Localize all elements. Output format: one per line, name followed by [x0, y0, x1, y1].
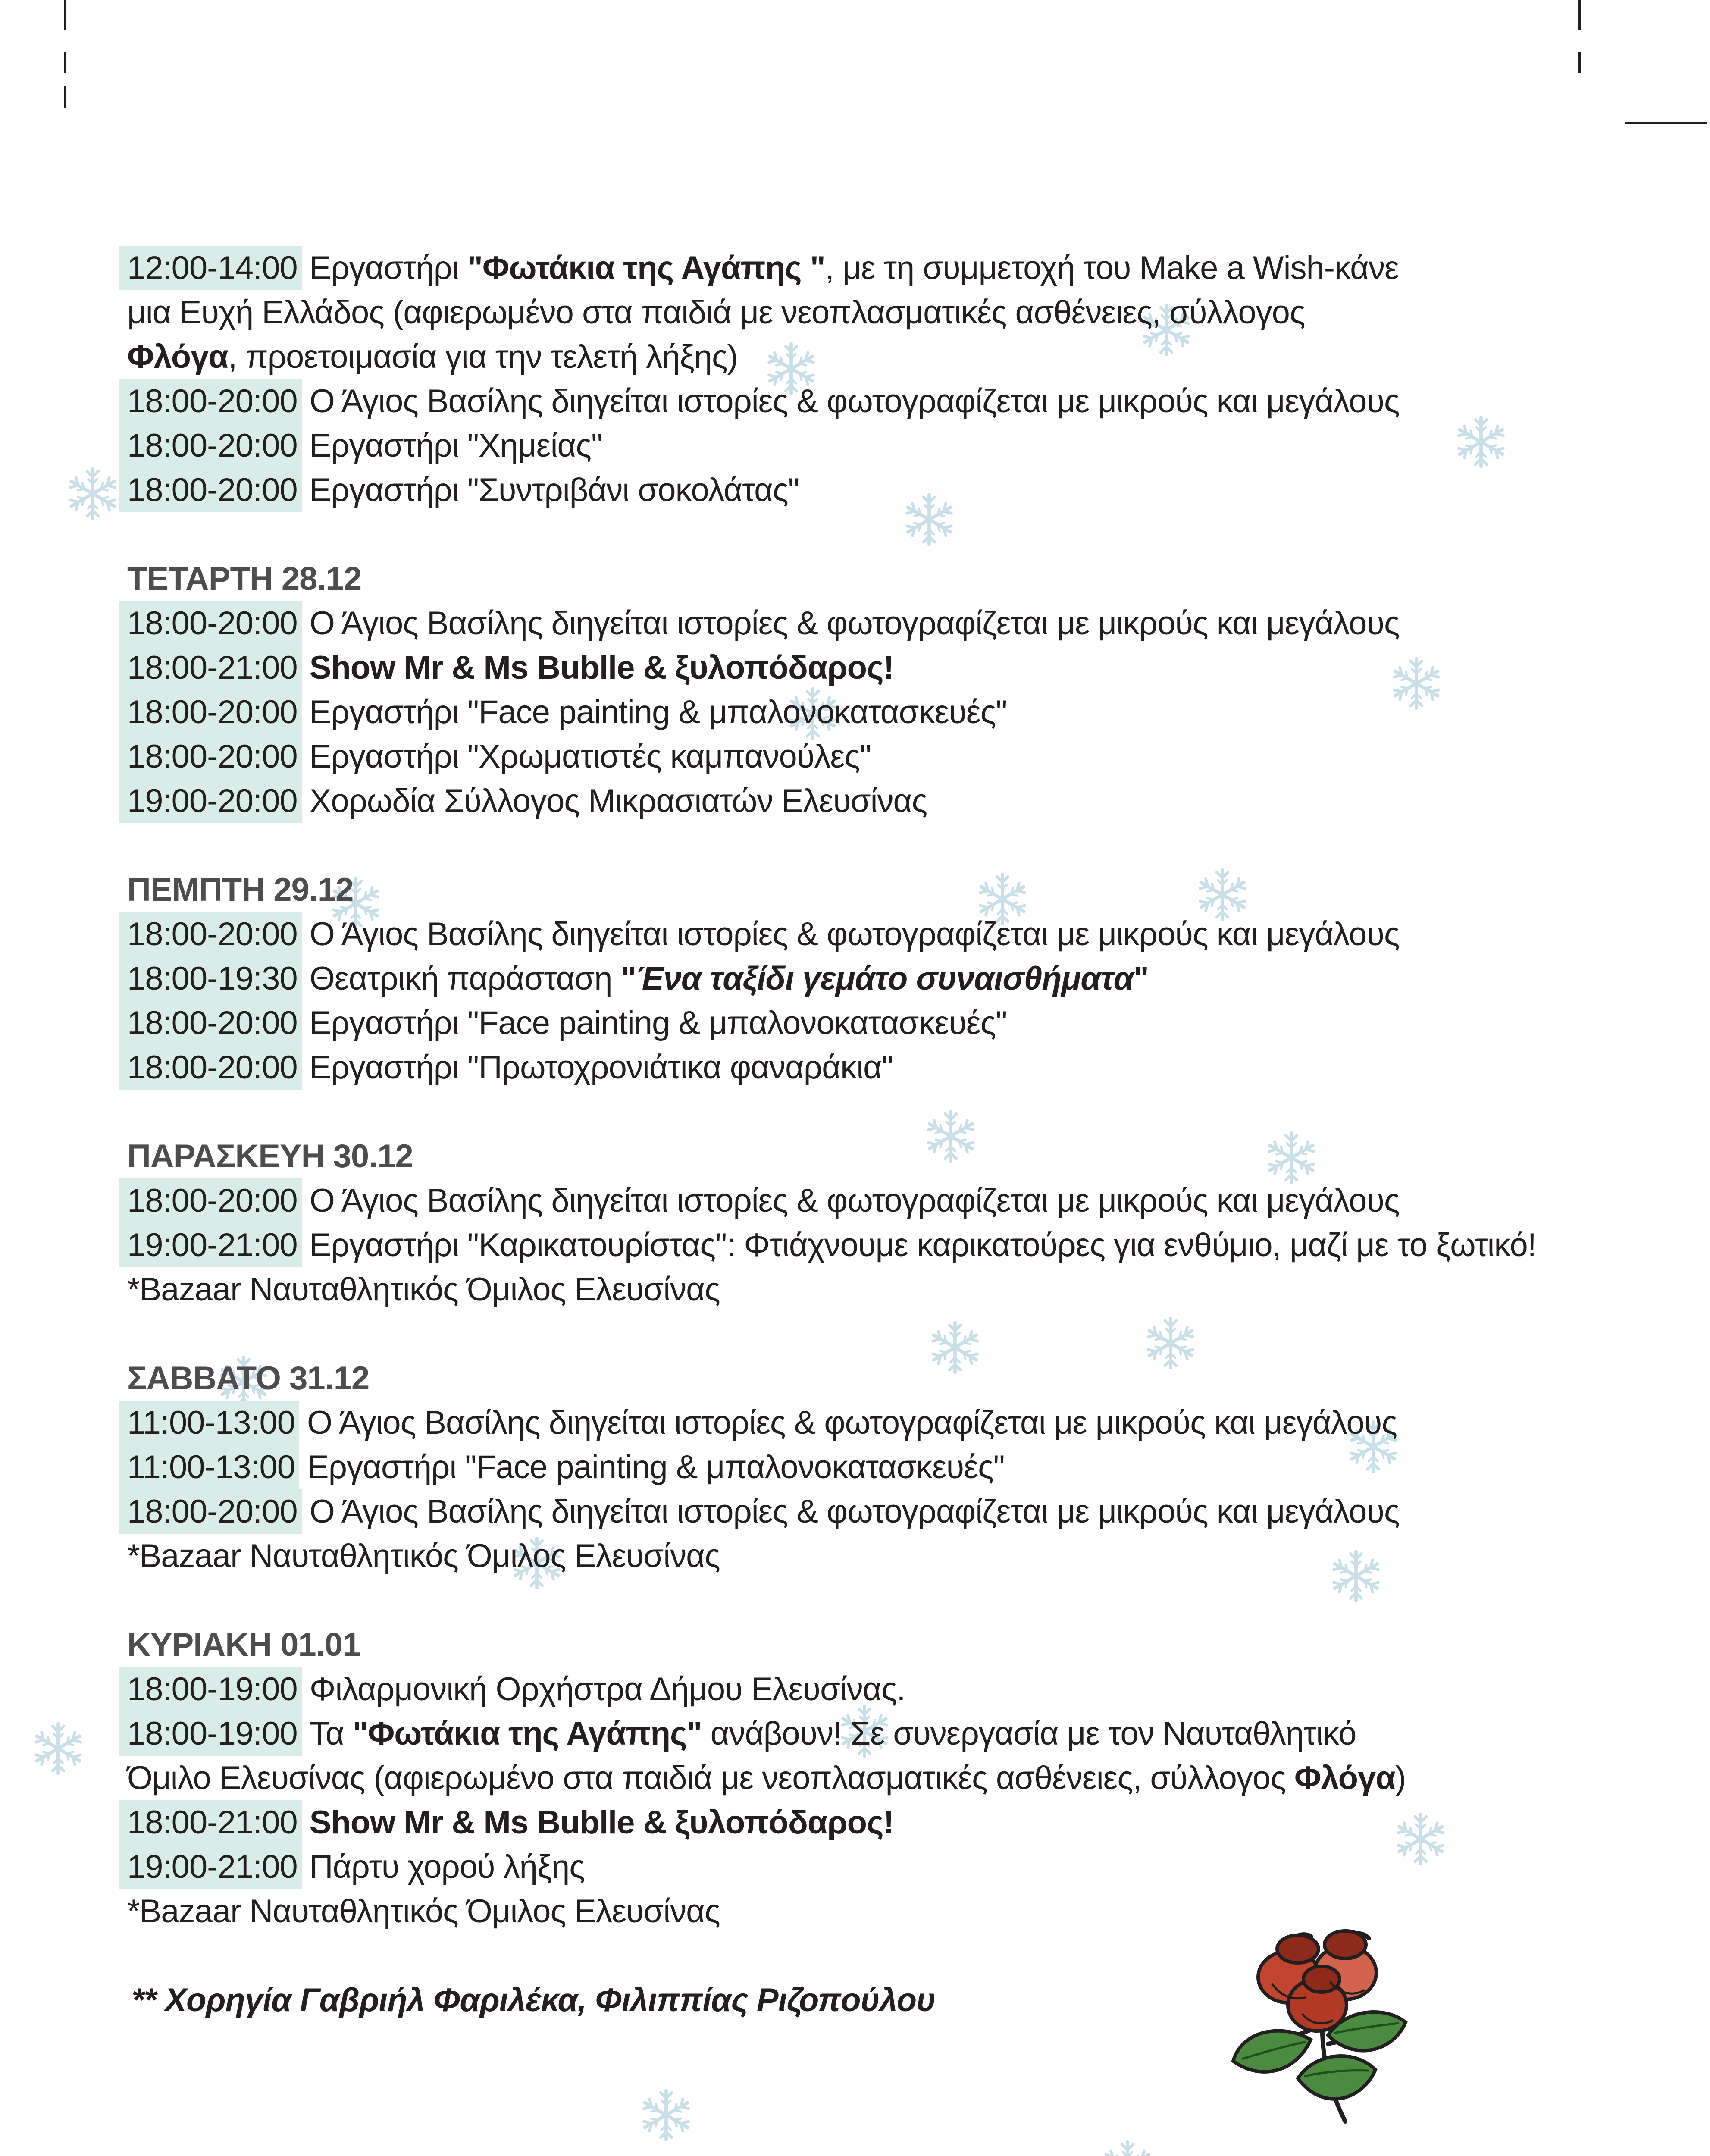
item-text: , με τη συμμετοχή του Make a Wish-κάνε μια Ευχή Ελλάδος (αφιερωμένο στα παιδιά με νεοπλασματικές ασθένειες, σύλλογος	[127, 250, 1399, 331]
schedule-item	[127, 468, 1412, 512]
crop-mark	[64, 0, 66, 30]
schedule-item	[127, 423, 1412, 468]
time-range: 11:00-13:00	[119, 1401, 299, 1445]
time-range: 18:00-19:00	[119, 1667, 302, 1711]
time-range: 18:00-20:00	[119, 1178, 302, 1223]
item-text: Θεατρική παράσταση	[309, 960, 621, 997]
schedule-item	[127, 956, 1412, 1001]
item-text: Φιλαρμονική Ορχήστρα Δήμου Ελευσίνας.	[309, 1671, 905, 1708]
schedule-item	[127, 1001, 1412, 1045]
schedule-item	[127, 601, 1412, 646]
crop-mark	[1578, 52, 1581, 73]
time-range: 18:00-20:00	[119, 468, 302, 512]
time-range: 18:00-20:00	[119, 1001, 302, 1045]
snowflake-icon	[638, 2087, 694, 2143]
item-text: Χορωδία Σύλλογος Μικρασιατών Ελευσίνας	[309, 783, 927, 819]
item-text: Εργαστήρι "Πρωτοχρονιάτικα φαναράκια"	[309, 1049, 893, 1086]
schedule-item	[127, 1045, 1412, 1090]
item-text: Show Mr & Ms Bublle & ξυλοπόδαρος!	[309, 1804, 894, 1841]
item-text: Ένα ταξίδι γεμάτο συναισθήματα	[636, 960, 1134, 997]
time-range: 18:00-20:00	[119, 912, 302, 956]
item-text: "Φωτάκια της Αγάπης"	[352, 1715, 702, 1752]
time-range: 18:00-20:00	[119, 690, 302, 734]
item-text: Ο Άγιος Βασίλης διηγείται ιστορίες & φωτογραφίζεται με μικρούς και μεγάλους	[309, 383, 1400, 420]
item-text: "	[1133, 960, 1149, 997]
item-text: Ο Άγιος Βασίλης διηγείται ιστορίες & φωτογραφίζεται με μικρούς και μεγάλους	[309, 916, 1400, 953]
schedule-item	[127, 1800, 1412, 1845]
item-text: Show Mr & Ms Bublle & ξυλοπόδαρος!	[309, 649, 894, 686]
schedule-item	[127, 1401, 1412, 1445]
sponsor-note: ** Χορηγία Γαβριήλ Φαριλέκα, Φιλιππίας Ριζοπούλου	[132, 1982, 936, 2018]
day-heading: ΚΥΡΙΑΚΗ 01.01	[127, 1626, 360, 1663]
item-text: "Φωτάκια της Αγάπης "	[467, 250, 825, 286]
bazaar-note: *Bazaar Ναυταθλητικός Όμιλος Ελευσίνας	[127, 1538, 720, 1574]
time-range: 18:00-19:00	[119, 1711, 302, 1756]
time-range: 18:00-21:00	[119, 646, 302, 690]
schedule-item	[127, 379, 1412, 423]
time-range: 19:00-21:00	[119, 1845, 302, 1889]
time-range: 18:00-21:00	[119, 1800, 302, 1845]
item-text: Τα	[309, 1715, 353, 1752]
time-range: 19:00-21:00	[119, 1223, 302, 1267]
time-range: 18:00-20:00	[119, 601, 302, 646]
time-range: 12:00-14:00	[119, 246, 302, 290]
item-text: Εργαστήρι "Καρικατουρίστας": Φτιάχνουμε καρικατούρες για ενθύμιο, μαζί με το ξωτικό!	[309, 1227, 1536, 1263]
crop-mark	[64, 52, 66, 73]
item-text: Φλόγα	[1294, 1760, 1396, 1796]
item-text: Εργαστήρι "Face painting & μπαλονοκατασκευές"	[309, 1005, 1007, 1041]
schedule-item	[127, 1223, 1536, 1267]
schedule-item	[127, 1711, 1412, 1800]
item-text: Πάρτυ χορού λήξης	[309, 1849, 585, 1885]
holly-berries-icon	[1216, 1897, 1414, 2139]
day-heading: ΠΑΡΑΣΚΕΥΗ 30.12	[127, 1138, 413, 1175]
time-range: 18:00-19:30	[119, 956, 302, 1001]
schedule-item	[127, 1489, 1412, 1534]
time-range: 11:00-13:00	[119, 1445, 299, 1489]
time-range: 18:00-20:00	[119, 1045, 302, 1090]
time-range: 18:00-20:00	[119, 379, 302, 423]
crop-mark	[1625, 122, 1707, 124]
bazaar-note: *Bazaar Ναυταθλητικός Όμιλος Ελευσίνας	[127, 1271, 720, 1308]
snowflake-icon	[65, 466, 121, 522]
item-text: Ο Άγιος Βασίλης διηγείται ιστορίες & φωτογραφίζεται με μικρούς και μεγάλους	[309, 605, 1400, 642]
schedule-item	[127, 779, 1412, 823]
item-text: Εργαστήρι	[309, 250, 467, 286]
item-text: Εργαστήρι "Face painting & μπαλονοκατασκευές"	[307, 1449, 1005, 1485]
time-range: 18:00-20:00	[119, 734, 302, 779]
schedule-item	[127, 690, 1412, 734]
item-text: Εργαστήρι "Χρωματιστές καμπανούλες"	[309, 738, 871, 775]
schedule-item	[127, 1445, 1412, 1489]
item-text: Ο Άγιος Βασίλης διηγείται ιστορίες & φωτογραφίζεται με μικρούς και μεγάλους	[309, 1493, 1400, 1530]
event-schedule	[127, 246, 1536, 2022]
item-text: Φλόγα	[127, 338, 229, 375]
day-heading: ΣΑΒΒΑΤΟ 31.12	[127, 1360, 370, 1397]
crop-mark	[64, 86, 66, 108]
schedule-item	[127, 1845, 1412, 1889]
item-text: Εργαστήρι "Face painting & μπαλονοκατασκευές"	[309, 694, 1007, 730]
item-text: ανάβουν! Σε συνεργασία με τον Ναυταθλητικό Όμιλο Ελευσίνας (αφιερωμένο στα παιδιά με νεοπλασματικές ασθένειες, σύλλογος	[127, 1715, 1356, 1796]
schedule-item	[127, 246, 1412, 379]
time-range: 18:00-20:00	[119, 423, 302, 468]
item-text: Εργαστήρι "Χημείας"	[309, 427, 603, 464]
day-heading: ΠΕΜΠΤΗ 29.12	[127, 871, 354, 908]
snowflake-icon	[1453, 414, 1509, 470]
bazaar-note: *Bazaar Ναυταθλητικός Όμιλος Ελευσίνας	[127, 1893, 720, 1930]
item-text: Εργαστήρι "Συντριβάνι σοκολάτας"	[309, 472, 799, 508]
schedule-item	[127, 734, 1412, 779]
schedule-item	[127, 912, 1412, 956]
snowflake-icon	[30, 1720, 86, 1777]
time-range: 18:00-20:00	[119, 1489, 302, 1534]
crop-mark	[1578, 0, 1581, 30]
item-text: )	[1395, 1760, 1406, 1796]
schedule-item	[127, 1667, 1412, 1711]
schedule-item	[127, 1178, 1412, 1223]
day-heading: ΤΕΤΑΡΤΗ 28.12	[127, 561, 362, 597]
item-text: , προετοιμασία για την τελετή λήξης)	[228, 338, 738, 375]
item-text: Ο Άγιος Βασίλης διηγείται ιστορίες & φωτογραφίζεται με μικρούς και μεγάλους	[307, 1404, 1397, 1441]
time-range: 19:00-20:00	[119, 779, 302, 823]
item-text: "	[620, 960, 636, 997]
snowflake-icon	[1099, 2139, 1156, 2156]
item-text: Ο Άγιος Βασίλης διηγείται ιστορίες & φωτογραφίζεται με μικρούς και μεγάλους	[309, 1182, 1400, 1219]
schedule-item	[127, 646, 1412, 690]
